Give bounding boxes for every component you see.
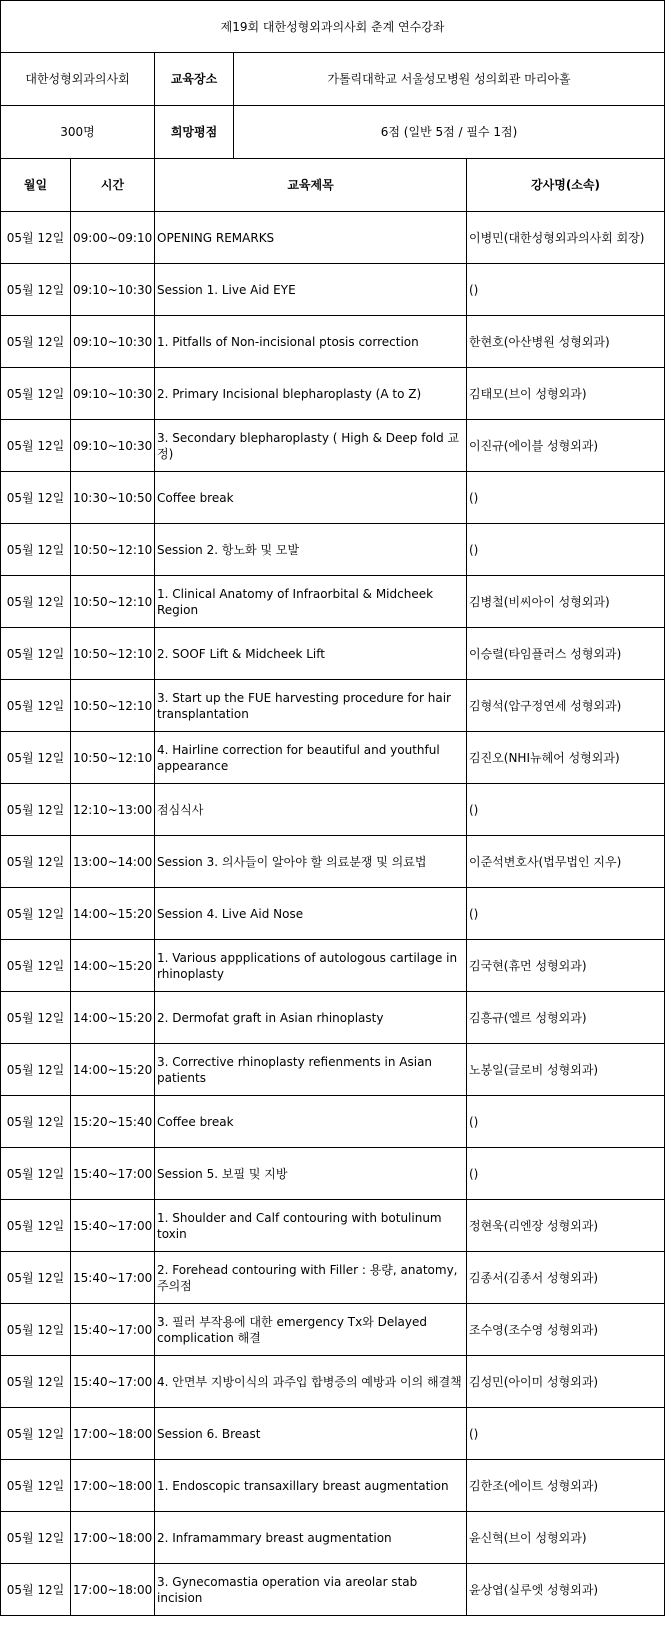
header-speaker: 강사명(소속) [467, 159, 665, 212]
cell-title: 점심식사 [155, 784, 467, 836]
table-row [1, 368, 665, 420]
table-row [1, 576, 665, 628]
cell-speaker: 김흥규(엘르 성형외과) [467, 992, 665, 1044]
table-row [1, 264, 665, 316]
table-row [1, 732, 665, 784]
table-row [1, 940, 665, 992]
cell-speaker: 김종서(김종서 성형외과) [467, 1252, 665, 1304]
points-value: 6점 (일반 5점 / 필수 1점) [234, 106, 665, 159]
cell-time: 10:50~12:10 [71, 628, 155, 680]
cell-speaker: 한현호(아산병원 성형외과) [467, 316, 665, 368]
cell-title: Coffee break [155, 1096, 467, 1148]
cell-time: 15:40~17:00 [71, 1356, 155, 1408]
cell-speaker: 노봉일(글로비 성형외과) [467, 1044, 665, 1096]
info-row-points [1, 106, 665, 159]
cell-time: 09:00~09:10 [71, 212, 155, 264]
cell-date: 05월 12일 [1, 472, 71, 524]
cell-date: 05월 12일 [1, 212, 71, 264]
cell-time: 09:10~10:30 [71, 420, 155, 472]
table-row [1, 212, 665, 264]
cell-speaker: 조수영(조수영 성형외과) [467, 1304, 665, 1356]
cell-speaker: 김한조(에이트 성형외과) [467, 1460, 665, 1512]
table-row [1, 1044, 665, 1096]
cell-title: 3. 필러 부작용에 대한 emergency Tx와 Delayed complication 해결 [155, 1304, 467, 1356]
cell-title: 1. Shoulder and Calf contouring with botulinum toxin [155, 1200, 467, 1252]
table-row [1, 420, 665, 472]
header-row [1, 159, 665, 212]
table-row [1, 472, 665, 524]
cell-title: 2. Forehead contouring with Filler : 용량, anatomy, 주의점 [155, 1252, 467, 1304]
cell-title: 3. Corrective rhinoplasty refienments in Asian patients [155, 1044, 467, 1096]
cell-title: 2. Inframammary breast augmentation [155, 1512, 467, 1564]
cell-title: Session 1. Live Aid EYE [155, 264, 467, 316]
cell-speaker: 이승렬(타임플러스 성형외과) [467, 628, 665, 680]
header-date: 월일 [1, 159, 71, 212]
cell-speaker: 김국현(휴먼 성형외과) [467, 940, 665, 992]
cell-time: 12:10~13:00 [71, 784, 155, 836]
cell-speaker: 이병민(대한성형외과의사회 회장) [467, 212, 665, 264]
cell-date: 05월 12일 [1, 836, 71, 888]
cell-title: 3. Secondary blepharoplasty ( High & Deep fold 교정) [155, 420, 467, 472]
points-label: 희망평점 [155, 106, 234, 159]
cell-time: 15:40~17:00 [71, 1200, 155, 1252]
cell-speaker: () [467, 524, 665, 576]
table-row [1, 316, 665, 368]
cell-date: 05월 12일 [1, 1252, 71, 1304]
cell-speaker: 정현욱(리엔장 성형외과) [467, 1200, 665, 1252]
cell-date: 05월 12일 [1, 420, 71, 472]
cell-time: 10:50~12:10 [71, 524, 155, 576]
cell-title: 1. Various appplications of autologous cartilage in rhinoplasty [155, 940, 467, 992]
cell-date: 05월 12일 [1, 1460, 71, 1512]
venue-value: 가톨릭대학교 서울성모병원 성의회관 마리아홀 [234, 53, 665, 106]
cell-title: 2. Dermofat graft in Asian rhinoplasty [155, 992, 467, 1044]
cell-speaker: () [467, 1408, 665, 1460]
cell-time: 15:40~17:00 [71, 1304, 155, 1356]
cell-date: 05월 12일 [1, 316, 71, 368]
cell-title: Session 6. Breast [155, 1408, 467, 1460]
cell-date: 05월 12일 [1, 992, 71, 1044]
cell-time: 15:20~15:40 [71, 1096, 155, 1148]
cell-time: 17:00~18:00 [71, 1512, 155, 1564]
cell-speaker: 김병철(비씨아이 성형외과) [467, 576, 665, 628]
cell-speaker: 이진규(에이블 성형외과) [467, 420, 665, 472]
cell-date: 05월 12일 [1, 524, 71, 576]
cell-speaker: () [467, 888, 665, 940]
cell-time: 13:00~14:00 [71, 836, 155, 888]
table-row [1, 1564, 665, 1616]
table-row [1, 680, 665, 732]
cell-speaker: 김진오(NHI뉴헤어 성형외과) [467, 732, 665, 784]
cell-speaker: 윤상엽(실루엣 성형외과) [467, 1564, 665, 1616]
table-row [1, 992, 665, 1044]
cell-date: 05월 12일 [1, 1148, 71, 1200]
cell-title: 1. Endoscopic transaxillary breast augmentation [155, 1460, 467, 1512]
cell-date: 05월 12일 [1, 1512, 71, 1564]
cell-speaker: () [467, 1096, 665, 1148]
cell-date: 05월 12일 [1, 888, 71, 940]
cell-speaker: 김형석(압구정연세 성형외과) [467, 680, 665, 732]
table-row [1, 1304, 665, 1356]
cell-title: Session 4. Live Aid Nose [155, 888, 467, 940]
cell-time: 10:50~12:10 [71, 576, 155, 628]
cell-date: 05월 12일 [1, 368, 71, 420]
cell-time: 15:40~17:00 [71, 1252, 155, 1304]
cell-time: 10:50~12:10 [71, 680, 155, 732]
table-row [1, 1408, 665, 1460]
cell-time: 17:00~18:00 [71, 1408, 155, 1460]
cell-time: 14:00~15:20 [71, 940, 155, 992]
cell-title: Coffee break [155, 472, 467, 524]
table-row [1, 1200, 665, 1252]
table-row [1, 888, 665, 940]
cell-time: 14:00~15:20 [71, 992, 155, 1044]
cell-date: 05월 12일 [1, 1044, 71, 1096]
cell-time: 17:00~18:00 [71, 1564, 155, 1616]
capacity: 300명 [1, 106, 155, 159]
cell-title: 4. Hairline correction for beautiful and youthful appearance [155, 732, 467, 784]
cell-speaker: 김태모(브이 성형외과) [467, 368, 665, 420]
table-row [1, 1512, 665, 1564]
cell-title: OPENING REMARKS [155, 212, 467, 264]
cell-speaker: 이준석변호사(법무법인 지우) [467, 836, 665, 888]
table-row [1, 1460, 665, 1512]
cell-date: 05월 12일 [1, 576, 71, 628]
info-row-venue [1, 53, 665, 106]
cell-title: Session 3. 의사들이 알아야 할 의료분쟁 및 의료법 [155, 836, 467, 888]
cell-date: 05월 12일 [1, 1304, 71, 1356]
cell-time: 10:30~10:50 [71, 472, 155, 524]
cell-title: 2. SOOF Lift & Midcheek Lift [155, 628, 467, 680]
cell-title: 1. Pitfalls of Non-incisional ptosis correction [155, 316, 467, 368]
cell-speaker: () [467, 472, 665, 524]
table-row [1, 1096, 665, 1148]
organizer: 대한성형외과의사회 [1, 53, 155, 106]
cell-title: Session 5. 보필 및 지방 [155, 1148, 467, 1200]
header-title: 교육제목 [155, 159, 467, 212]
cell-time: 14:00~15:20 [71, 888, 155, 940]
cell-time: 09:10~10:30 [71, 316, 155, 368]
table-row [1, 784, 665, 836]
cell-date: 05월 12일 [1, 1356, 71, 1408]
cell-date: 05월 12일 [1, 1408, 71, 1460]
cell-title: 2. Primary Incisional blepharoplasty (A to Z) [155, 368, 467, 420]
title-row [1, 1, 665, 53]
cell-date: 05월 12일 [1, 1564, 71, 1616]
cell-time: 14:00~15:20 [71, 1044, 155, 1096]
cell-title: Session 2. 항노화 및 모발 [155, 524, 467, 576]
cell-date: 05월 12일 [1, 732, 71, 784]
cell-date: 05월 12일 [1, 1200, 71, 1252]
course-title: 제19회 대한성형외과의사회 춘계 연수강좌 [1, 1, 665, 53]
cell-title: 1. Clinical Anatomy of Infraorbital & Midcheek Region [155, 576, 467, 628]
cell-speaker: () [467, 784, 665, 836]
cell-date: 05월 12일 [1, 264, 71, 316]
cell-title: 4. 안면부 지방이식의 과주입 합병증의 예방과 이의 해결책 [155, 1356, 467, 1408]
table-row [1, 1356, 665, 1408]
table-row [1, 1148, 665, 1200]
cell-date: 05월 12일 [1, 940, 71, 992]
cell-speaker: () [467, 1148, 665, 1200]
cell-date: 05월 12일 [1, 628, 71, 680]
table-row [1, 524, 665, 576]
cell-time: 09:10~10:30 [71, 368, 155, 420]
cell-date: 05월 12일 [1, 784, 71, 836]
cell-date: 05월 12일 [1, 1096, 71, 1148]
cell-title: 3. Start up the FUE harvesting procedure for hair transplantation [155, 680, 467, 732]
cell-time: 17:00~18:00 [71, 1460, 155, 1512]
cell-time: 09:10~10:30 [71, 264, 155, 316]
cell-date: 05월 12일 [1, 680, 71, 732]
cell-speaker: 윤신혁(브이 성형외과) [467, 1512, 665, 1564]
table-row [1, 836, 665, 888]
header-time: 시간 [71, 159, 155, 212]
table-row [1, 628, 665, 680]
cell-time: 15:40~17:00 [71, 1148, 155, 1200]
cell-time: 10:50~12:10 [71, 732, 155, 784]
cell-speaker: 김성민(아이미 성형외과) [467, 1356, 665, 1408]
venue-label: 교육장소 [155, 53, 234, 106]
table-row [1, 1252, 665, 1304]
cell-title: 3. Gynecomastia operation via areolar stab incision [155, 1564, 467, 1616]
cell-speaker: () [467, 264, 665, 316]
